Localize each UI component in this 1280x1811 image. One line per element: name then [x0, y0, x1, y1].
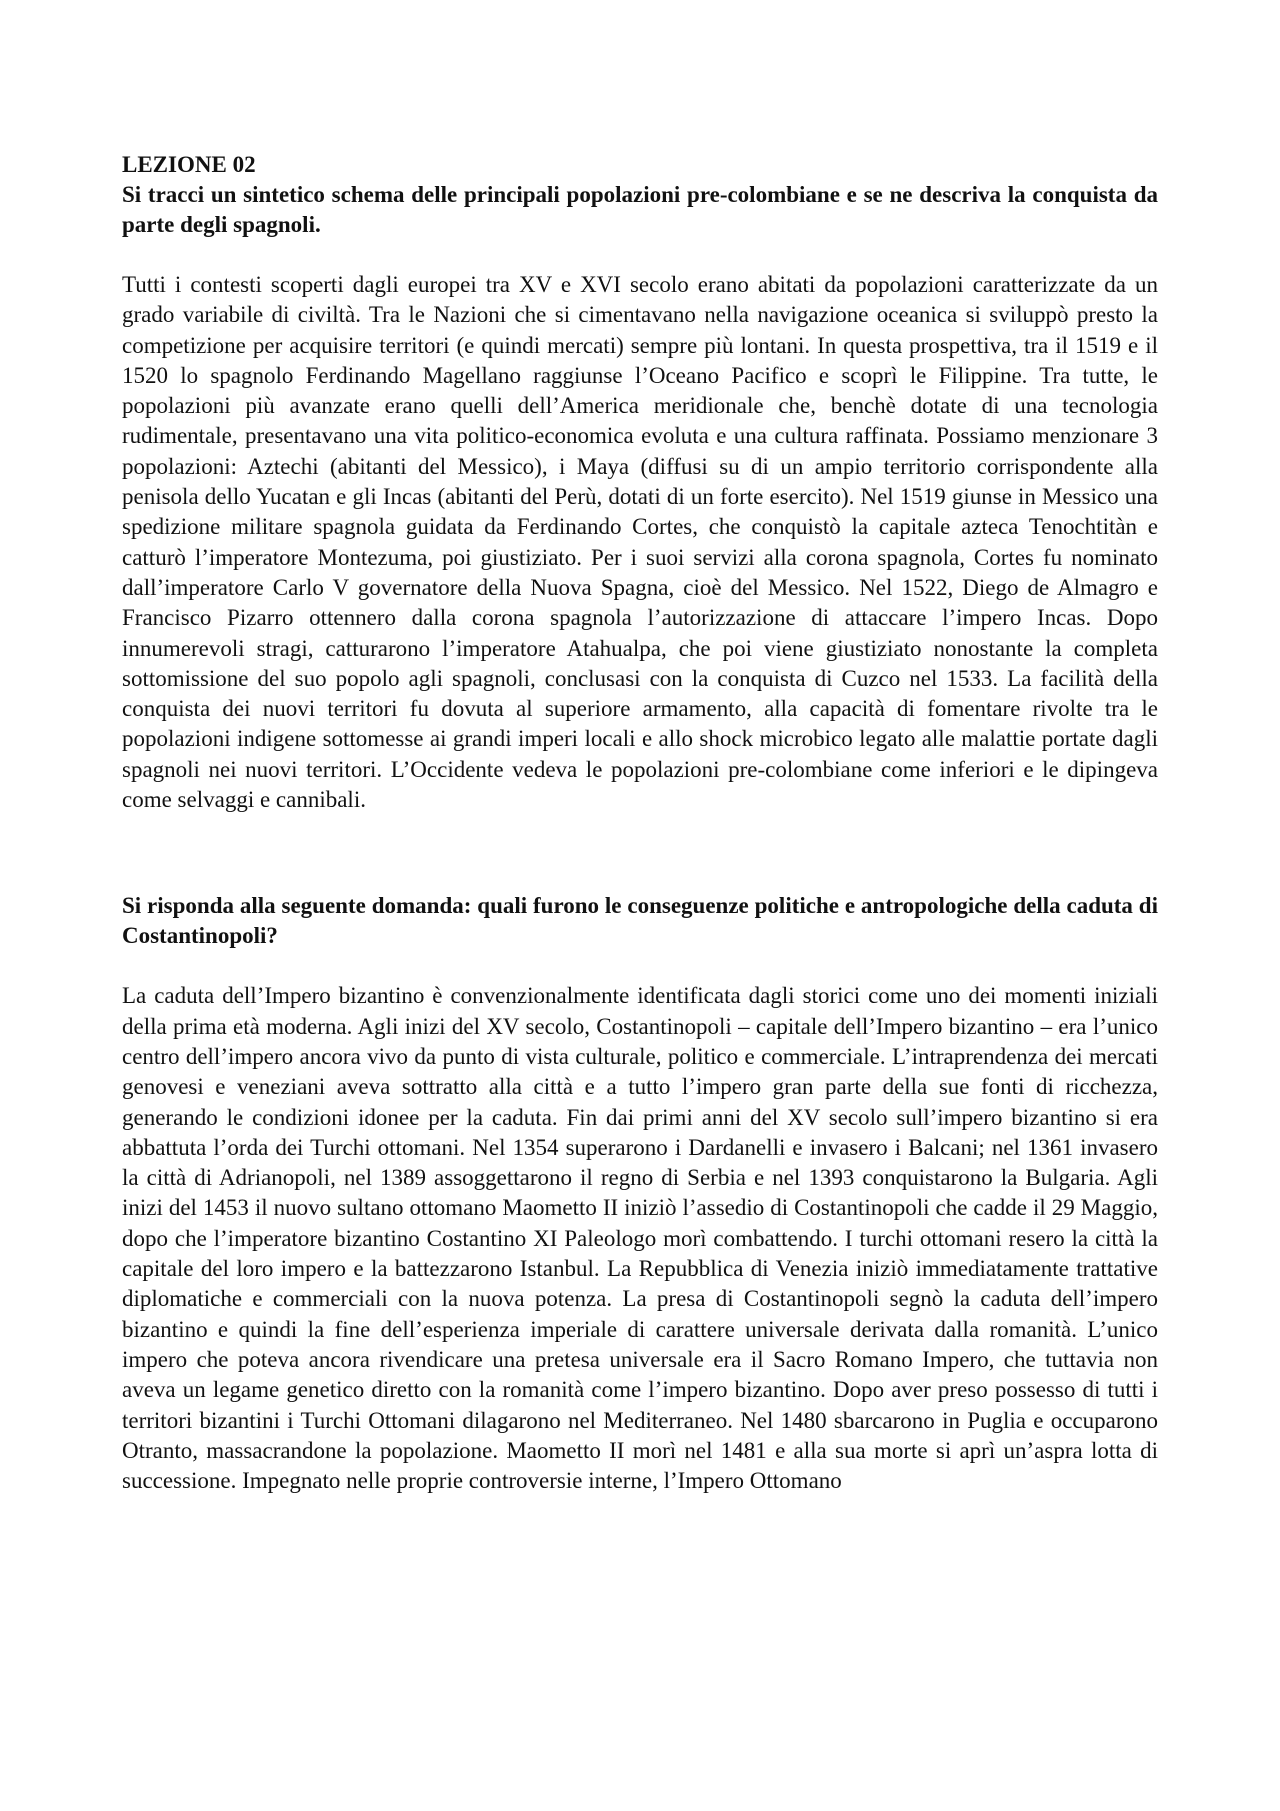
document-page	[122, 150, 1158, 1496]
lesson-title: LEZIONE 02	[122, 152, 256, 177]
answer-1: Tutti i contesti scoperti dagli europei tra XV e XVI secolo erano abitati da popolazioni caratterizzate da un grado variabile di civiltà. Tra le Nazioni che si cimentavano nella navigazione oceanica si sviluppò presto la competizione per acquisire territori (e quindi mercati) sempre più lontani. In questa prospettiva, tra il 1519 e il 1520 lo spagnolo Ferdinando Magellano raggiunse l’Oceano Pacifico e scoprì le Filippine. Tra tutte, le popolazioni più avanzate erano quelli dell’America meridionale che, benchè dotate di una tecnologia rudimentale, presentavano una vita politico-economica evoluta e una cultura raffinata. Possiamo menzionare 3 popolazioni: Aztechi (abitanti del Messico), i Maya (diffusi su di un ampio territorio corrispondente alla penisola dello Yucatan e gli Incas (abitanti del Perù, dotati di un forte esercito). Nel 1519 giunse in Messico una spedizione militare spagnola guidata da Ferdinando Cortes, che conquistò la capitale azteca Tenochtitàn e catturò l’imperatore Montezuma, poi giustiziato. Per i suoi servizi alla corona spagnola, Cortes fu nominato dall’imperatore Carlo V governatore della Nuova Spagna, cioè del Messico. Nel 1522, Diego de Almagro e Francisco Pizarro ottennero dalla corona spagnola l’autorizzazione di attaccare l’impero Incas. Dopo innumerevoli stragi, catturarono l’imperatore Atahualpa, che poi viene giustiziato nonostante la completa sottomissione del suo popolo agli spagnoli, conclusasi con la conquista di Cuzco nel 1533. La facilità della conquista dei nuovi territori fu dovuta al superiore armamento, alla capacità di fomentare rivolte tra le popolazioni indigene sottomesse ai grandi imperi locali e allo shock microbico legato alle malattie portate dagli spagnoli nei nuovi territori. L’Occidente vedeva le popolazioni pre-colombiane come inferiori e le dipingeva come selvaggi e cannibali.	[122, 272, 1158, 813]
answer-2: La caduta dell’Impero bizantino è convenzionalmente identificata dagli storici come uno dei momenti iniziali della prima età moderna. Agli inizi del XV secolo, Costantinopoli – capitale dell’Impero bizantino – era l’unico centro dell’impero ancora vivo da punto di vista culturale, politico e commerciale. L’intraprendenza dei mercati genovesi e veneziani aveva sottratto alla città e a tutto l’impero gran parte della sue fonti di ricchezza, generando le condizioni idonee per la caduta. Fin dai primi anni del XV secolo sull’impero bizantino si era abbattuta l’orda dei Turchi ottomani. Nel 1354 superarono i Dardanelli e invasero i Balcani; nel 1361 invasero la città di Adrianopoli, nel 1389 assoggettarono il regno di Serbia e nel 1393 conquistarono la Bulgaria. Agli inizi del 1453 il nuovo sultano ottomano Maometto II iniziò l’assedio di Costantinopoli che cadde il 29 Maggio, dopo che l’imperatore bizantino Costantino XI Paleologo morì combattendo. I turchi ottomani resero la città la capitale del loro impero e la battezzarono Istanbul. La Repubblica di Venezia iniziò immediatamente trattative diplomatiche e commerciali con la nuova potenza. La presa di Costantinopoli segnò la caduta dell’impero bizantino e quindi la fine dell’esperienza imperiale di carattere universale derivata dalla romanità. L’unico impero che poteva ancora rivendicare una pretesa universale era il Sacro Romano Impero, che tuttavia non aveva un legame genetico diretto con la romanità come l’impero bizantino. Dopo aver preso possesso di tutti i territori bizantini i Turchi Ottomani dilagarono nel Mediterraneo. Nel 1480 sbarcarono in Puglia e occuparono Otranto, massacrandone la popolazione. Maometto II morì nel 1481 e alla sua morte si aprì un’aspra lotta di successione. Impegnato nelle proprie controversie interne, l’Impero Ottomano	[122, 983, 1158, 1494]
question-2: Si risponda alla seguente domanda: quali furono le conseguenze politiche e antropologiche della caduta di Costantinopoli?	[122, 893, 1158, 949]
question-1: Si tracci un sintetico schema delle principali popolazioni pre-colombiane e se ne descriva la conquista da parte degli spagnoli.	[122, 182, 1158, 237]
